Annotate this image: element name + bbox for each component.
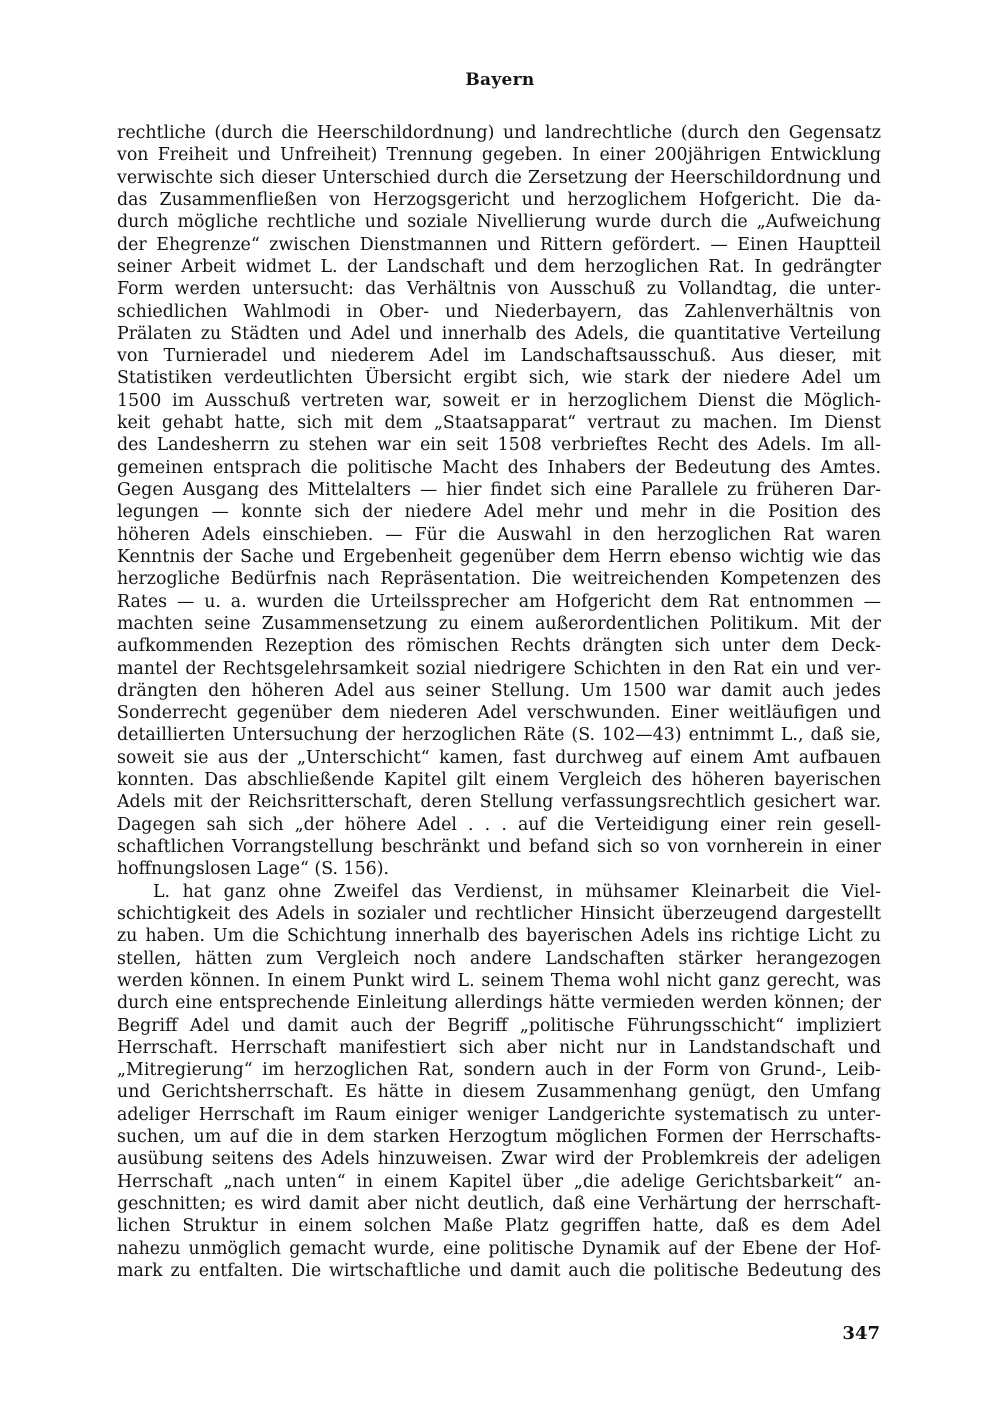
text-line: schichtigkeit des Adels in sozialer und rechtlicher Hinsicht überzeugend dargestellt	[117, 903, 881, 924]
text-line: höheren Adels einschieben. — Für die Auswahl in den herzoglichen Rat waren	[117, 524, 881, 545]
text-line: Statistiken verdeutlichten Übersicht ergibt sich, wie stark der niedere Adel um	[117, 368, 881, 389]
text-line: machten seine Zusammensetzung zu einem außerordentlichen Politikum. Mit der	[117, 613, 881, 634]
text-line: mantel der Rechtsgelehrsamkeit sozial niedrigere Schichten in den Rat ein und ver-	[117, 658, 881, 679]
text-line: suchen, um auf die in dem starken Herzogtum möglichen Formen der Herrschafts-	[117, 1127, 881, 1148]
text-line: schiedlichen Wahlmodi in Ober- und Niederbayern, das Zahlenverhältnis von	[117, 301, 881, 322]
text-line: Begriff Adel und damit auch der Begriff „politische Führungsschicht“ impliziert	[117, 1015, 881, 1036]
text-line: von Freiheit und Unfreiheit) Trennung gegeben. In einer 200jährigen Entwicklung	[117, 145, 881, 166]
body-text	[117, 122, 881, 1282]
running-head: Bayern	[465, 70, 535, 90]
text-line: mark zu entfalten. Die wirtschaftliche und damit auch die politische Bedeutung des	[117, 1260, 881, 1281]
text-line: „Mitregierung“ im herzoglichen Rat, sondern auch in der Form von Grund-, Leib-	[117, 1060, 881, 1081]
text-line: gemeinen entsprach die politische Macht des Inhabers der Bedeutung des Amtes.	[117, 457, 881, 478]
text-line: durch mögliche rechtliche und soziale Nivellierung wurde durch die „Aufweichung	[117, 212, 881, 233]
text-line: seiner Arbeit widmet L. der Landschaft und dem herzoglichen Rat. In gedrängter	[117, 256, 881, 277]
text-line: ausübung seitens des Adels hinzuweisen. Zwar wird der Problemkreis der adeligen	[117, 1149, 881, 1170]
text-line: des Landesherrn zu stehen war ein seit 1508 verbrieftes Recht des Adels. Im all-	[117, 435, 881, 456]
text-line: drängten den höheren Adel aus seiner Stellung. Um 1500 war damit auch jedes	[117, 680, 881, 701]
text-line: hoffnungslosen Lage“ (S. 156).	[117, 859, 390, 880]
text-line: aufkommenden Rezeption des römischen Rechts drängten sich unter dem Deck-	[117, 636, 881, 657]
text-line: schaftlichen Vorrangstellung beschränkt und befand sich so von vornherein in einer	[117, 837, 881, 857]
text-line: Rates — u. a. wurden die Urteilssprecher am Hofgericht dem Rat entnommen —	[117, 591, 881, 612]
text-line: Kenntnis der Sache und Ergebenheit gegenüber dem Herrn ebenso wichtig wie das	[117, 546, 881, 567]
text-line: soweit sie aus der „Unterschicht“ kamen, fast durchweg auf einem Amt aufbauen	[117, 747, 881, 768]
text-line: nahezu unmöglich gemacht wurde, eine politische Dynamik auf der Ebene der Hof-	[117, 1238, 881, 1259]
text-line: von Turnieradel und niederem Adel im Landschaftsausschuß. Aus dieser, mit	[117, 346, 881, 367]
text-line: Gegen Ausgang des Mittelalters — hier findet sich eine Parallele zu früheren Dar-	[117, 480, 881, 500]
text-line: Adels mit der Reichsritterschaft, deren Stellung verfassungsrechtlich gesichert war.	[117, 792, 881, 813]
text-line: legungen — konnte sich der niedere Adel mehr und mehr in die Position des	[117, 502, 881, 523]
text-line: lichen Struktur in einem solchen Maße Platz gegriffen hatte, daß es dem Adel	[117, 1216, 881, 1237]
text-line: L. hat ganz ohne Zweifel das Verdienst, in mühsamer Kleinarbeit die Viel-	[153, 881, 881, 902]
text-line: Prälaten zu Städten und Adel und innerhalb des Adels, die quantitative Verteilung	[117, 323, 881, 344]
text-line: Dagegen sah sich „der höhere Adel . . . auf die Verteidigung einer rein gesell-	[117, 814, 881, 835]
text-line: das Zusammenfließen von Herzogsgericht und herzoglichem Hofgericht. Die da-	[117, 189, 881, 210]
text-line: verwischte sich dieser Unterschied durch die Zersetzung der Heerschildordnung und	[117, 167, 881, 188]
text-line: der Ehegrenze“ zwischen Dienstmannen und Rittern gefördert. — Einen Hauptteil	[117, 234, 881, 255]
text-line: Sonderrecht gegenüber dem niederen Adel verschwunden. Einer weitläufigen und	[117, 703, 881, 724]
text-line: 1500 im Ausschuß vertreten war, soweit er in herzoglichem Dienst die Möglich-	[117, 390, 881, 411]
text-line: durch eine entsprechende Einleitung allerdings hätte vermieden werden können; der	[117, 993, 881, 1014]
text-line: Herrschaft „nach unten“ in einem Kapitel über „die adelige Gerichtsbarkeit“ an-	[117, 1171, 881, 1192]
text-line: keit gehabt hatte, sich mit dem „Staatsapparat“ vertraut zu machen. Im Dienst	[117, 413, 881, 434]
text-line: und Gerichtsherrschaft. Es hätte in diesem Zusammenhang genügt, den Umfang	[117, 1082, 881, 1103]
text-line: Form werden untersucht: das Verhältnis von Ausschuß zu Vollandtag, die unter-	[117, 279, 881, 300]
text-line: konnten. Das abschließende Kapitel gilt einem Vergleich des höheren bayerischen	[117, 770, 881, 791]
page-number: 347	[842, 1323, 880, 1344]
text-line: zu haben. Um die Schichtung innerhalb des bayerischen Adels ins richtige Licht zu	[117, 926, 881, 947]
text-line: rechtliche (durch die Heerschildordnung) und landrechtliche (durch den Gegensatz	[117, 123, 881, 143]
text-line: herzogliche Bedürfnis nach Repräsentation. Die weitreichenden Kompetenzen des	[117, 569, 881, 590]
text-line: Herrschaft. Herrschaft manifestiert sich aber nicht nur in Landstandschaft und	[117, 1037, 881, 1058]
text-line: geschnitten; es wird damit aber nicht deutlich, daß eine Verhärtung der herrschaft-	[117, 1194, 881, 1214]
text-line: detaillierten Untersuchung der herzoglichen Räte (S. 102—43) entnimmt L., daß sie,	[117, 725, 881, 746]
text-line: stellen, hätten zum Vergleich noch andere Landschaften stärker herangezogen	[117, 948, 881, 969]
text-line: werden können. In einem Punkt wird L. seinem Thema wohl nicht ganz gerecht, was	[117, 970, 881, 991]
text-line: adeliger Herrschaft im Raum einiger weniger Landgerichte systematisch zu unter-	[117, 1104, 881, 1125]
